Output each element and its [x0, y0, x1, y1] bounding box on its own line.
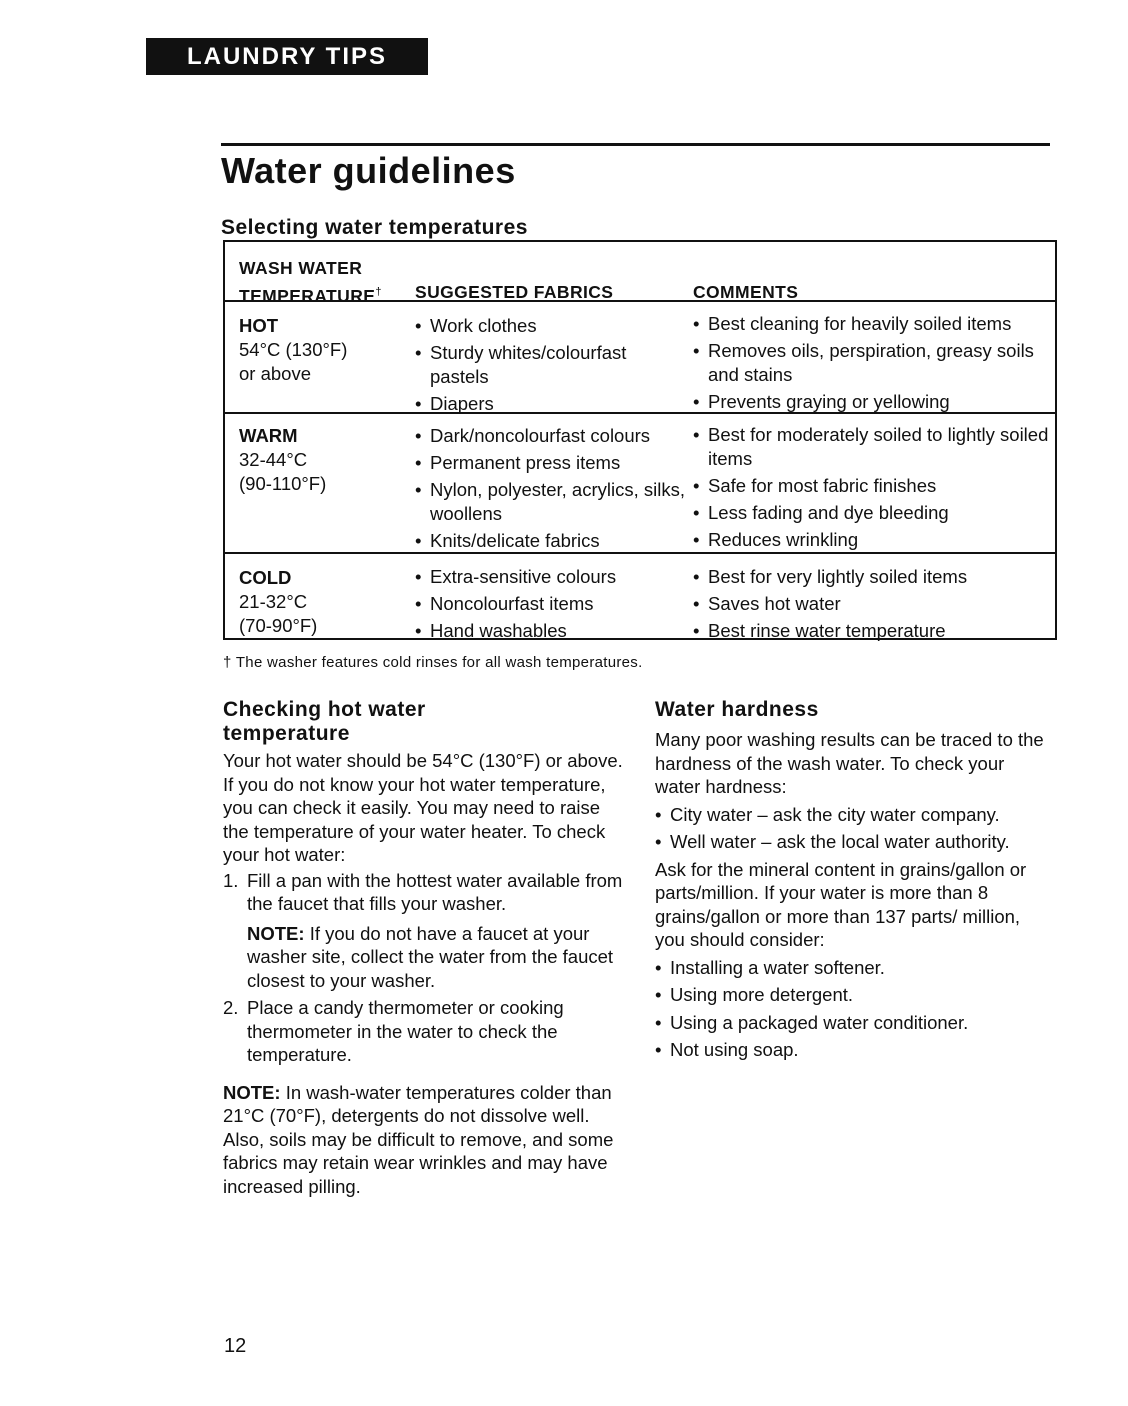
- hardness-heading: Water hardness: [655, 698, 819, 721]
- list-item: • Using more detergent.: [655, 983, 1050, 1007]
- list-item: • Best for moderately soiled to lightly soiled items: [693, 423, 1053, 471]
- list-item: 2. Place a candy thermometer or cooking thermometer in the water to check the temperature.: [223, 997, 564, 1065]
- table-row-warm: [225, 412, 1055, 554]
- list-item: • Prevents graying or yellowing: [693, 390, 1053, 414]
- section-tab: LAUNDRY TIPS: [146, 38, 428, 75]
- checking-steps: [223, 869, 623, 1067]
- hardness-options-list: [655, 956, 1050, 1062]
- list-item: • City water – ask the city water company.: [655, 803, 1050, 827]
- temperature-warm: WARM 32-44°C (90-110°F): [239, 425, 327, 494]
- header-suggested-fabrics: SUGGESTED FABRICS: [415, 282, 614, 302]
- temperature-cold: COLD 21-32°C (70-90°F): [239, 567, 318, 636]
- list-item: • Using a packaged water conditioner.: [655, 1011, 1050, 1035]
- comments-list-cold: [693, 565, 1053, 646]
- hardness-sources-list: [655, 803, 1050, 854]
- list-item: • Work clothes: [415, 314, 690, 338]
- list-item: • Well water – ask the local water authority.: [655, 830, 1050, 854]
- list-item: • Diapers: [415, 392, 690, 416]
- table-row-cold: [225, 552, 1055, 640]
- water-hardness-section: [655, 698, 1050, 1066]
- list-item: • Permanent press items: [415, 451, 690, 475]
- list-item: 1. Fill a pan with the hottest water available from the faucet that fills your washer. NOTE: If you do not have a faucet at your washer site, collect the water from the faucet closest to your washer.: [223, 869, 623, 991]
- table-heading: Selecting water temperatures: [221, 216, 528, 239]
- list-item: • Extra-sensitive colours: [415, 565, 690, 589]
- fabrics-list-cold: [415, 565, 690, 646]
- water-temperature-table: [223, 240, 1057, 640]
- header-wash-water-temperature: WASH WATER TEMPERATURE†: [239, 258, 382, 306]
- cold-water-note: NOTE: In wash-water temperatures colder than 21°C (70°F), detergents do not dissolve well. Also, soils may be difficult to remove, and some fabrics may retain wear wrinkles and may have increased pilling.: [223, 1081, 614, 1197]
- comments-list-warm: [693, 423, 1053, 555]
- step-note: NOTE: If you do not have a faucet at your washer site, collect the water from the faucet closest to your washer.: [247, 922, 614, 991]
- list-item: • Best rinse water temperature: [693, 619, 1053, 643]
- list-item: • Saves hot water: [693, 592, 1053, 616]
- title-rule: [221, 143, 1050, 146]
- hardness-intro: Many poor washing results can be traced to the hardness of the wash water. To check your water hardness:: [655, 729, 1044, 797]
- list-item: • Hand washables: [415, 619, 690, 643]
- fabrics-list-hot: [415, 314, 690, 419]
- list-item: • Removes oils, perspiration, greasy soils and stains: [693, 339, 1053, 387]
- list-item: • Not using soap.: [655, 1038, 1050, 1062]
- list-item: • Noncolourfast items: [415, 592, 690, 616]
- page-title: Water guidelines: [221, 150, 516, 191]
- hardness-paragraph: Ask for the mineral content in grains/gallon or parts/million. If your water is more than 8 grains/gallon or more than 137 parts/ million, you should consider:: [655, 858, 1027, 950]
- page-number: 12: [224, 1335, 247, 1357]
- list-item: • Safe for most fabric finishes: [693, 474, 1053, 498]
- list-item: • Knits/delicate fabrics: [415, 529, 690, 553]
- temperature-hot: HOT 54°C (130°F) or above: [239, 315, 348, 384]
- list-item: • Less fading and dye bleeding: [693, 501, 1053, 525]
- checking-intro: Your hot water should be 54°C (130°F) or above. If you do not know your hot water temperature, you can check it easily. You may need to raise the temperature of your water heater. To check your hot water:: [223, 750, 623, 865]
- checking-heading: Checking hot water temperature: [223, 698, 426, 745]
- fabrics-list-warm: [415, 424, 690, 556]
- list-item: • Nylon, polyester, acrylics, silks, woollens: [415, 478, 690, 526]
- table-footnote: † The washer features cold rinses for all wash temperatures.: [223, 654, 643, 671]
- list-item: • Installing a water softener.: [655, 956, 1050, 980]
- list-item: • Reduces wrinkling: [693, 528, 1053, 552]
- list-item: • Dark/noncolourfast colours: [415, 424, 690, 448]
- comments-list-hot: [693, 312, 1053, 417]
- list-item: • Sturdy whites/colourfast pastels: [415, 341, 690, 389]
- list-item: • Best for very lightly soiled items: [693, 565, 1053, 589]
- table-row-hot: [225, 300, 1055, 414]
- list-item: • Best cleaning for heavily soiled items: [693, 312, 1053, 336]
- header-comments: COMMENTS: [693, 282, 799, 302]
- checking-hot-water-section: [223, 698, 623, 1198]
